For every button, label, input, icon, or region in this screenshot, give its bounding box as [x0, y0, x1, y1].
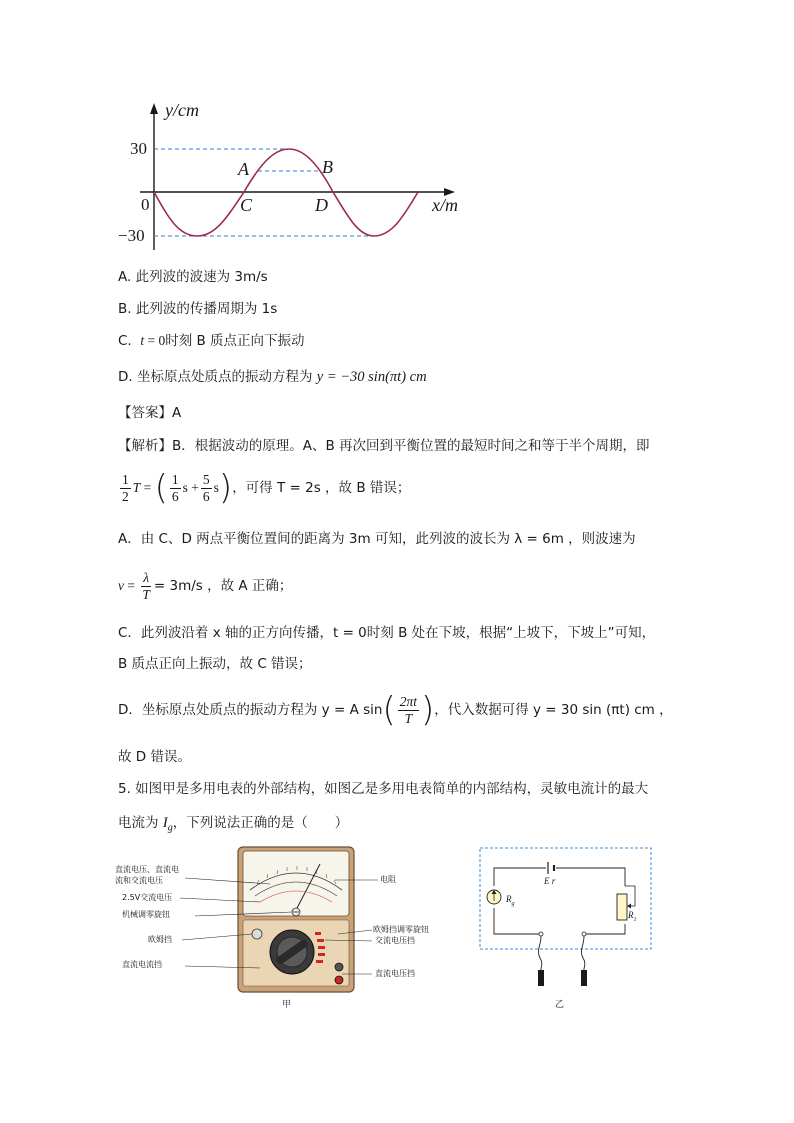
answer-label: 【答案】 — [118, 405, 172, 421]
fraction-half: $\frac{1}{2}$ — [122, 471, 129, 504]
option-c-var: t — [140, 333, 145, 348]
analysis-line-6: B 质点正向上振动，故 C 错误； — [118, 656, 312, 672]
option-d-formula: y = −30 sin(πt) cm — [316, 369, 427, 385]
r1-label: $R_1$ — [628, 910, 637, 923]
label-2-5v-ac: 2.5V交流电压 — [122, 893, 173, 902]
wave-figure — [100, 95, 480, 255]
analysis-line-7: D．坐标原点处质点的振动方程为 y = A sin ( $\frac{2\pi t}{T}$ ) ，代入数据可得 y = 30 sin (πt) cm ， — [118, 690, 673, 730]
option-b: B. 此列波的传播周期为 1s — [118, 301, 278, 317]
label-ac-voltage-range: 交流电压挡 — [375, 936, 415, 945]
analysis-line-3: A．由 C、D 两点平衡位置间的距离为 3m 可知，此列波的波长为 λ = 6m ，则波速为 — [118, 531, 636, 547]
point-B-label: B — [322, 157, 333, 177]
option-c-rest: 时刻 B 质点正向下振动 — [165, 333, 305, 349]
analysis-line-7-head: D．坐标原点处质点的振动方程为 y = A sin — [118, 702, 383, 718]
meter-caption: 甲 — [282, 1000, 292, 1010]
rg-label: $R_g$ — [506, 894, 515, 907]
ig-symbol: I — [162, 815, 168, 831]
circuit-caption: 乙 — [555, 1000, 565, 1010]
answer — [118, 404, 181, 422]
analysis-line-4: v = $\frac{\lambda}{T}$ = 3m/s ，故 A 正确； — [118, 569, 293, 602]
analysis-line-4-tail: = 3m/s ，故 A 正确； — [153, 578, 293, 594]
point-A-label: A — [238, 159, 249, 179]
point-D-label: D — [315, 195, 328, 215]
analysis-line-2: $\frac{1}{2}$ T = ( $\frac{1}{6}$ s + $\frac{5}{6}$ s ) ，可得 T = 2s ，故 B 错误； — [122, 468, 411, 508]
fraction-five-sixths: $\frac{5}{6}$ — [202, 471, 210, 504]
option-c-prefix: C. — [118, 333, 132, 349]
label-resistance: 电阻 — [380, 875, 396, 884]
multimeter-figure — [110, 840, 460, 1015]
fraction-lambda-over-T: $\frac{\lambda}{T}$ — [142, 569, 150, 602]
option-c — [118, 332, 305, 350]
circuit-figure — [478, 846, 658, 1016]
label-mech-zero: 机械调零旋钮 — [122, 910, 170, 919]
option-a: A. 此列波的波速为 3m/s — [118, 269, 268, 285]
x-axis-label: x/m — [432, 195, 458, 215]
y-axis-label: y/cm — [165, 100, 199, 120]
tick-0: 0 — [141, 195, 150, 214]
tick-neg30: −30 — [118, 226, 145, 245]
question-5-line-1: 5. 如图甲是多用电表的外部结构，如图乙是多用电表简单的内部结构，灵敏电流计的最大 — [118, 781, 649, 797]
analysis-line-7-tail: ，代入数据可得 y = 30 sin (πt) cm ， — [434, 702, 673, 718]
label-ohm-range: 欧姆挡 — [148, 935, 172, 944]
fraction-2pit-over-T: $\frac{2\pi t}{T}$ — [399, 693, 417, 726]
label-dc-voltage-current: 直流电压、直流电 — [115, 865, 179, 874]
wave-graph — [100, 95, 480, 255]
option-c-eq: = 0 — [144, 333, 166, 348]
y-axis-arrow — [150, 103, 158, 114]
battery-label: E r — [544, 876, 556, 886]
label-dc-ac: 流和交流电压 — [115, 876, 163, 885]
analysis-line-1: 【解析】B．根据波动的原理。A、B 再次回到平衡位置的最短时间之和等于半个周期，即 — [118, 438, 650, 454]
question-5-line-2: 电流为 $I_g$，下列说法正确的是（ ） — [118, 815, 349, 834]
tick-30: 30 — [130, 139, 147, 158]
answer-value: A — [172, 405, 182, 421]
analysis-line-5: C．此列波沿着 x 轴的正方向传播，t = 0时刻 B 处在下坡，根据“上坡下，下坡上”可知， — [118, 625, 656, 641]
point-C-label: C — [240, 195, 253, 215]
option-d-text: D. 坐标原点处质点的振动方程为 — [118, 369, 313, 385]
label-ohm-zero: 欧姆挡调零旋钮 — [373, 925, 429, 934]
fraction-one-sixth: $\frac{1}{6}$ — [171, 471, 179, 504]
analysis-line-2-tail: ，可得 T = 2s ，故 B 错误； — [232, 480, 411, 496]
label-dc-voltage-range: 直流电压挡 — [375, 969, 415, 978]
option-d — [118, 368, 427, 386]
label-dc-current-range: 直流电流挡 — [122, 960, 162, 969]
analysis-line-8: 故 D 错误。 — [118, 749, 191, 765]
